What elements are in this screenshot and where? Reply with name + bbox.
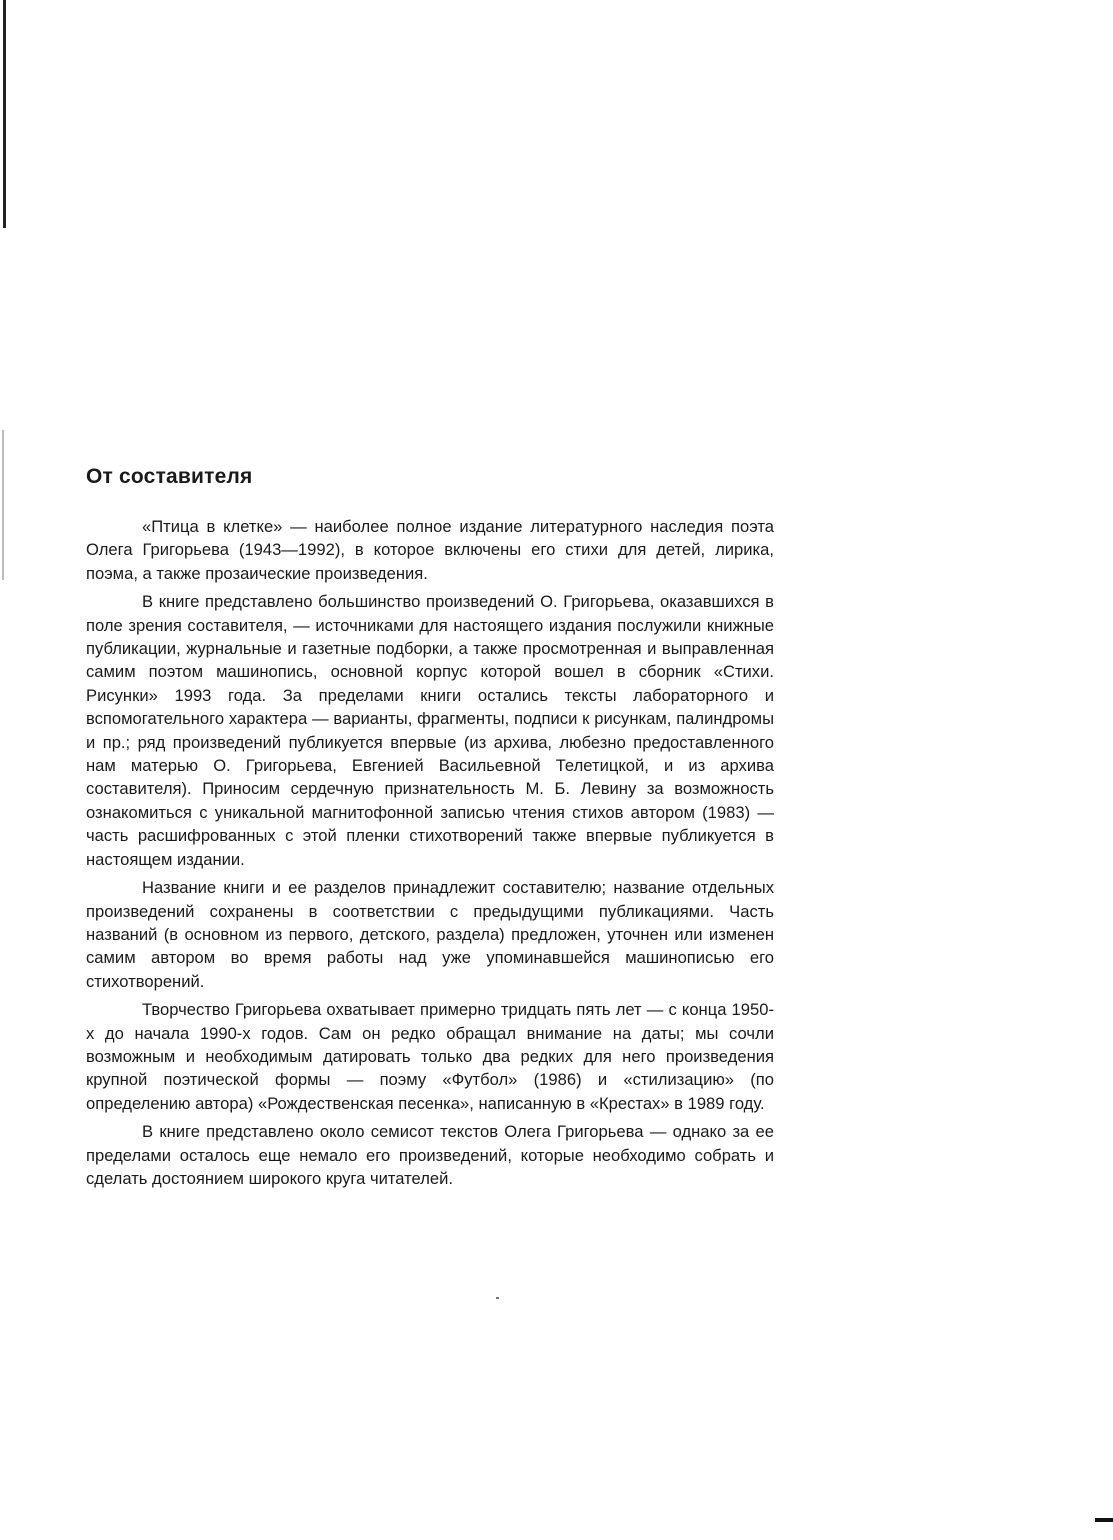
- scan-edge-mark: [2, 430, 4, 580]
- paragraph: В книге представлено большинство произведений О. Григорьева, оказавшихся в поле зрения составителя, — источниками для настоящего издания послужили книжные публикации, журнальные и газетные подборки, а также просмотренная и выправленная самим поэтом машинопись, основной корпус которой вошел в сборник «Стихи. Рисунки» 1993 года. За пределами книги остались тексты лабораторного и вспомогательного характера — варианты, фрагменты, подписи к рисункам, палиндромы и пр.; ряд произведений публикуется впервые (из архива, любезно предоставленного нам матерью О. Григорьева, Евгенией Васильевной Телетицкой, и из архива составителя). Приносим сердечную признательность М. Б. Левину за возможность ознакомиться с уникальной магнитофонной записью чтения стихов автором (1983) — часть расшифрованных с этой пленки стихотворений также впервые публикуется в настоящем издании.: [86, 592, 774, 869]
- section-heading: От составителя: [86, 465, 253, 488]
- scan-edge-mark: [3, 0, 6, 228]
- paragraph: Название книги и ее разделов принадлежит составителю; название отдельных произведений сохранены в соответствии с предыдущими публикациями. Часть названий (в основном из первого, детского, раздела) предложен, уточнен или изменен самим автором во время работы над уже упоминавшейся машинописью его стихотворений.: [86, 878, 774, 991]
- scan-edge-mark: [1095, 1518, 1113, 1522]
- compiler-foreword: [86, 462, 774, 1195]
- scan-speck: [496, 1297, 499, 1299]
- paragraph: В книге представлено около семисот текстов Олега Григорьева — однако за ее пределами осталось еще немало его произведений, которые необходимо собрать и сделать достоянием широкого круга читателей.: [86, 1122, 774, 1188]
- paragraph: «Птица в клетке» — наиболее полное издание литературного наследия поэта Олега Григорьева (1943—1992), в которое включены его стихи для детей, лирика, поэма, а также прозаические произведения.: [86, 517, 774, 583]
- paragraph: Творчество Григорьева охватывает примерно тридцать пять лет — с конца 1950-х до начала 1990-х годов. Сам он редко обращал внимание на даты; мы сочли возможным и необходимым датировать только два редких для него произведения крупной поэтической формы — поэму «Футбол» (1986) и «стилизацию» (по определению автора) «Рождественская песенка», написанную в «Крестах» в 1989 году.: [86, 1000, 774, 1113]
